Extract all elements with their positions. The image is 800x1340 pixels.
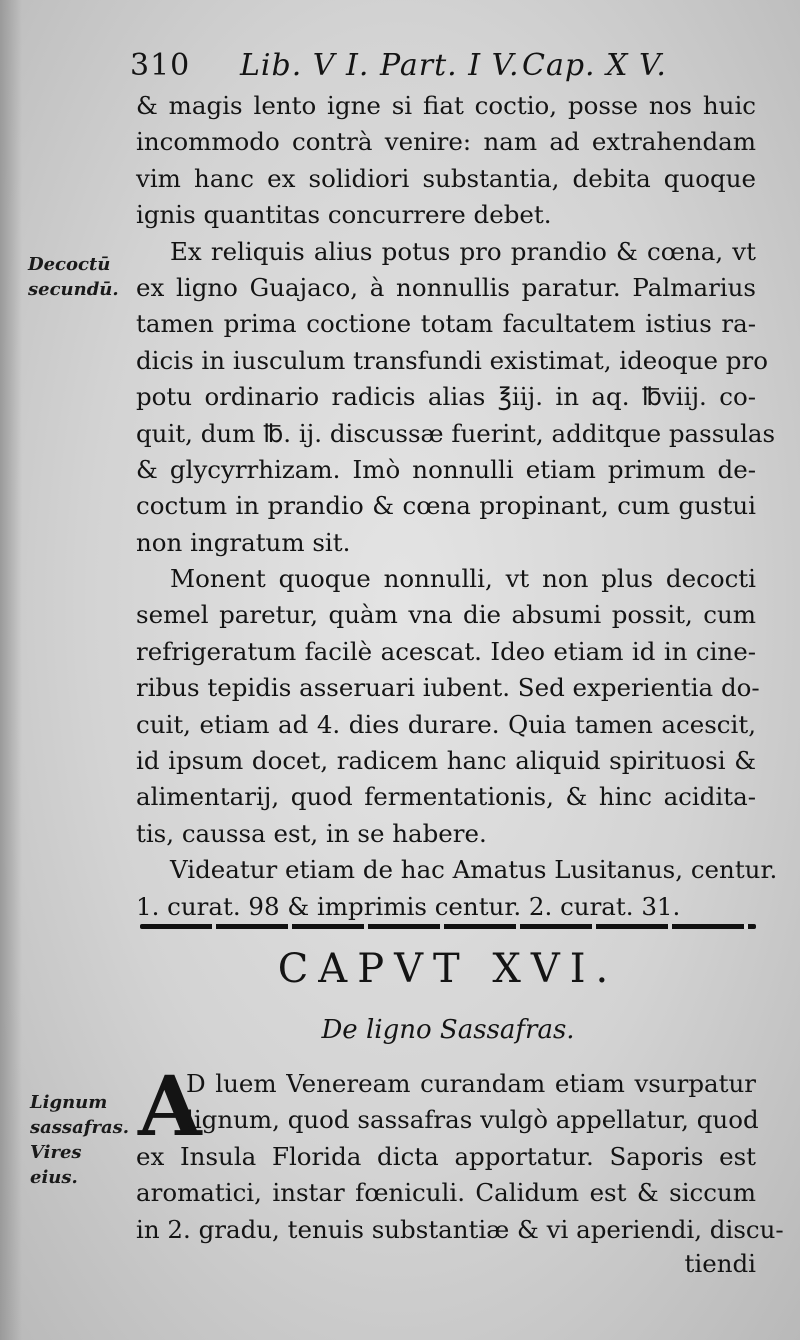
- text-line: coctum in prandio & cœna propinant, cum gustui: [136, 491, 756, 521]
- margin-note-line: Decoctū: [28, 254, 111, 275]
- text-line: Ex reliquis alius potus pro prandio & cœna, vt: [170, 236, 756, 266]
- drop-cap: A: [138, 1059, 202, 1155]
- margin-note-line: secundū.: [28, 279, 119, 300]
- chapter-text: [136, 1059, 784, 1248]
- text-line: vim hanc ex solidiori substantia, debita quoque: [136, 163, 756, 193]
- text-line: semel paretur, quàm vna die absumi possit, cum: [136, 600, 756, 630]
- text-line: non ingratum sit.: [136, 527, 351, 557]
- margin-note-line: Lignum: [30, 1092, 108, 1113]
- margin-note-line: Vires: [30, 1142, 82, 1163]
- text-line: potu ordinario radicis alias ℥iij. in aq. ℔viij. co-: [136, 382, 756, 412]
- text-line: refrigeratum facilè acescat. Ideo etiam id in cine-: [136, 636, 756, 666]
- text-line: in 2. gradu, tenuis substantiæ & vi aperiendi, discu-: [136, 1214, 784, 1244]
- text-line: aromatici, instar fœniculi. Calidum est & siccum: [136, 1178, 756, 1208]
- margin-note-lignum: [30, 1090, 129, 1190]
- header-part: Part. I V.: [380, 48, 520, 83]
- text-line: ex ligno Guajaco, à nonnullis paratur. Palmarius: [136, 272, 756, 302]
- chapter-divider-rule: [140, 924, 756, 929]
- text-line: ex Insula Florida dicta apportatur. Saporis est: [136, 1141, 756, 1171]
- text-line: id ipsum docet, radicem hanc aliquid spirituosi &: [136, 746, 756, 776]
- margin-note-line: eius.: [30, 1167, 78, 1188]
- text-line: D luem Veneream curandam etiam vsurpatur: [186, 1069, 756, 1098]
- catchword: tiendi: [684, 1249, 756, 1278]
- text-line: Monent quoque nonnulli, vt non plus decocti: [170, 564, 756, 594]
- text-line: dicis in iusculum transfundi existimat, ideoque pro: [136, 345, 768, 375]
- text-line: & magis lento igne si fiat coctio, posse nos huic: [136, 91, 756, 120]
- margin-note-line: sassafras.: [30, 1117, 130, 1138]
- running-header: [130, 48, 750, 92]
- text-line: cuit, etiam ad 4. dies durare. Quia tamen acescit,: [136, 709, 756, 739]
- header-caput: Cap. X V.: [522, 48, 667, 83]
- text-line: ribus tepidis asseruari iubent. Sed experientia do-: [136, 673, 760, 703]
- chapter-subtitle: De ligno Sassafras.: [321, 1015, 575, 1045]
- text-line: alimentarij, quod fermentationis, & hinc acidita-: [136, 782, 756, 812]
- page-number: 310: [130, 48, 191, 83]
- text-line: incommodo contrà venire: nam ad extrahendam: [136, 127, 756, 157]
- page-gutter-shadow: [0, 0, 22, 1340]
- text-line: quit, dum ℔. ij. discussæ fuerint, additque passulas: [136, 418, 776, 448]
- margin-note-decoctum: [28, 252, 119, 302]
- text-line: lignum, quod sassafras vulgò appellatur, quod: [186, 1105, 759, 1135]
- body-text: [136, 88, 778, 925]
- chapter-title: CAPVT XVI.: [277, 946, 619, 992]
- text-line: tamen prima coctione totam facultatem istius ra-: [136, 309, 756, 339]
- header-liber: Lib. V I.: [240, 48, 370, 83]
- text-line: & glycyrrhizam. Imò nonnulli etiam primum de-: [136, 454, 756, 484]
- text-line: ignis quantitas concurrere debet.: [136, 200, 552, 230]
- text-line: Videatur etiam de hac Amatus Lusitanus, centur.: [170, 855, 778, 885]
- text-line: tis, caussa est, in se habere.: [136, 818, 487, 848]
- text-line: 1. curat. 98 & imprimis centur. 2. curat. 31.: [136, 891, 681, 921]
